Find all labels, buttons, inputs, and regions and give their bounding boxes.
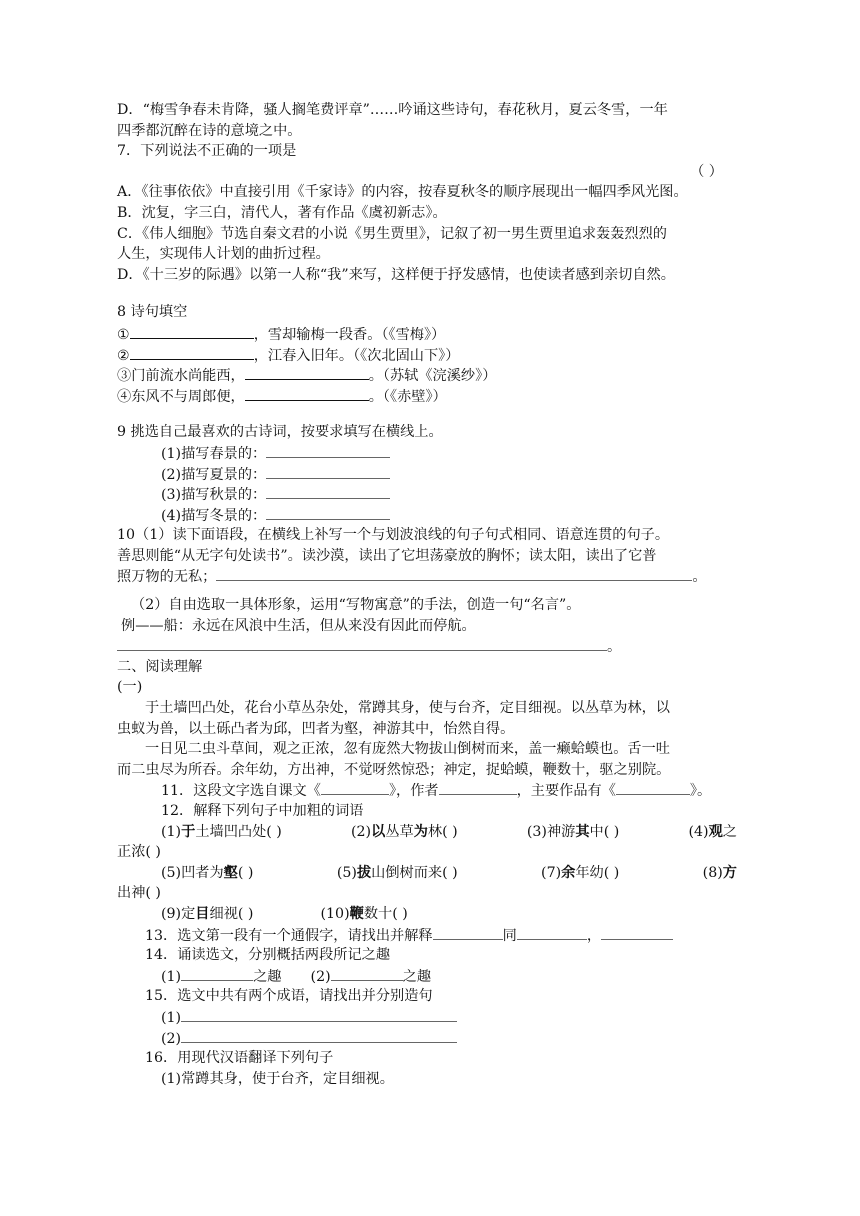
q14-blank-1[interactable]: [181, 966, 253, 981]
q10-part1-stem: 10（1）读下面语段，在横线上补写一个与划波浪线的句子句式相同、语意连贯的句子。: [117, 527, 670, 544]
q10-passage-line2: 照万物的无私； 。: [117, 566, 737, 587]
q13-blank-3[interactable]: [601, 925, 673, 940]
q13-blank-2[interactable]: [517, 925, 587, 940]
q9-blank-1[interactable]: [266, 443, 390, 458]
q11-blank-author[interactable]: [439, 780, 517, 795]
q8-blank-2[interactable]: [130, 344, 254, 360]
q12-row-1-cont: 正浓( ): [117, 844, 161, 861]
q10-answer-line: 。: [117, 636, 737, 657]
q9-blank-2[interactable]: [266, 464, 390, 479]
q8-item-3: ③门前流水尚能西， 。（苏轼《浣溪纱》）: [117, 364, 737, 385]
q9-item-2: (2)描写夏景的：: [117, 464, 737, 485]
q10-blank-1[interactable]: [216, 566, 692, 581]
q9-item-3: (3)描写秋景的：: [117, 484, 737, 505]
q14-blank-2[interactable]: [331, 966, 403, 981]
section-2-title: 二、阅读理解: [117, 658, 203, 675]
q12-row-3: (9)定目细视( ) (10)鞭数十( ): [161, 905, 408, 922]
q14-stem: 14．诵读选文，分别概括两段所记之趣: [145, 947, 391, 964]
q7-option-b: B．沈复，字三白，清代人，著有作品《虞初新志》。: [117, 204, 447, 221]
q9-title: 9 挑选自己最喜欢的古诗词，按要求填写在横线上。: [117, 424, 443, 441]
q11-blank-work[interactable]: [616, 780, 690, 795]
q10-passage-line1: 善思则能“从无字句处读书”。读沙漠，读出了它坦荡豪放的胸怀；读太阳，读出了它普: [117, 547, 657, 564]
section-2-sub: (一): [117, 679, 143, 696]
q15-answer-1: (1): [117, 1007, 737, 1028]
q11: 11．这段文字选自课文《 》，作者 ，主要作品有《 》。: [117, 780, 737, 801]
passage-p2-line2: 而二虫尽为所吞。余年幼，方出神，不觉呀然惊恐；神定，捉蛤蟆，鞭数十，驱之别院。: [117, 761, 671, 778]
q15-blank-2[interactable]: [181, 1028, 457, 1043]
q8-blank-3[interactable]: [245, 364, 369, 380]
q8-item-4: ④东风不与周郎便， 。（《赤壁》）: [117, 385, 737, 406]
q6-option-d-line2: 四季都沉醉在诗的意境之中。: [117, 122, 302, 139]
q7-answer-paren: （ ）: [690, 163, 723, 180]
q9-item-1: (1)描写春景的：: [117, 443, 737, 464]
q12-stem: 12．解释下列句子中加粗的词语: [161, 803, 364, 819]
document-page: [117, 100, 737, 1089]
q15-answer-2: (2): [117, 1028, 737, 1049]
passage-p1-line2: 虫蚁为兽，以土砾凸者为邱，凹者为壑，神游其中，怡然自得。: [117, 720, 515, 737]
q6-option-d-line1: D．“梅雪争春未肯降，骚人搁笔费评章”……吟诵这些诗句，春花秋月，夏云冬雪，一年: [117, 102, 668, 118]
q10-example: 例——船：永远在风浪中生活，但从来没有因此而停航。: [121, 617, 476, 634]
q9-blank-4[interactable]: [266, 505, 390, 520]
q11-blank-title[interactable]: [321, 780, 389, 795]
q9-blank-3[interactable]: [266, 484, 390, 499]
q8-item-1: ① ，雪却输梅一段香。（《雪梅》）: [117, 323, 737, 344]
q10-blank-2[interactable]: [117, 636, 607, 651]
q7-stem: 7．下列说法不正确的一项是: [117, 143, 297, 160]
q15-blank-1[interactable]: [181, 1007, 457, 1022]
q7-option-a: A．《往事依依》中直接引用《千家诗》的内容，按春夏秋冬的顺序展现出一幅四季风光图。: [117, 184, 688, 201]
q8-item-2: ② ，江春入旧年。（《次北固山下》）: [117, 344, 737, 365]
q8-blank-1[interactable]: [130, 323, 254, 339]
q16-stem: 16．用现代汉语翻译下列句子: [145, 1050, 334, 1067]
q15-stem: 15．选文中共有两个成语，请找出并分别造句: [145, 988, 433, 1005]
q7-option-c-line1: C．《伟人细胞》节选自秦文君的小说《男生贾里》，记叙了初一男生贾里追求轰轰烈烈的: [117, 225, 667, 242]
passage-p1-line1: 于土墙凹凸处，花台小草丛杂处，常蹲其身，使与台齐，定目细视。以丛草为林，以: [145, 700, 670, 717]
q16-sentence-1: (1)常蹲其身，使于台齐，定目细视。: [161, 1070, 394, 1087]
q12-row-1: (1)于土墙凹凸处( ) (2)以丛草为林( ) (3)神游其中( ) (4)观之: [161, 823, 737, 840]
q12-row-2: (5)凹者为壑( ) (5)拔山倒树而来( ) (7)余年幼( ) (8)方: [161, 864, 737, 881]
q12-row-2-cont: 出神( ): [117, 885, 161, 902]
q8-blank-4[interactable]: [245, 385, 369, 401]
q14-answers: (1) 之趣 (2) 之趣: [117, 966, 737, 987]
q7-option-d: D．《十三岁的际遇》以第一人称“我”来写，这样便于抒发感情，也使读者感到亲切自然。: [117, 266, 675, 283]
passage-p2-line1: 一日见二虫斗草间，观之正浓，忽有庞然大物拔山倒树而来，盖一癞蛤蟆也。舌一吐: [145, 741, 670, 758]
q13: 13．选文第一段有一个通假字，请找出并解释 同 ，: [117, 925, 737, 946]
q10-part2-stem: （2）自由选取一具体形象，运用“写物寓意”的手法，创造一句“名言”。: [131, 597, 581, 614]
q9-item-4: (4)描写冬景的：: [117, 505, 737, 526]
q7-option-c-line2: 人生，实现伟人计划的曲折过程。: [117, 246, 330, 263]
q13-blank-1[interactable]: [433, 925, 503, 940]
q8-title: 8 诗句填空: [117, 304, 188, 321]
